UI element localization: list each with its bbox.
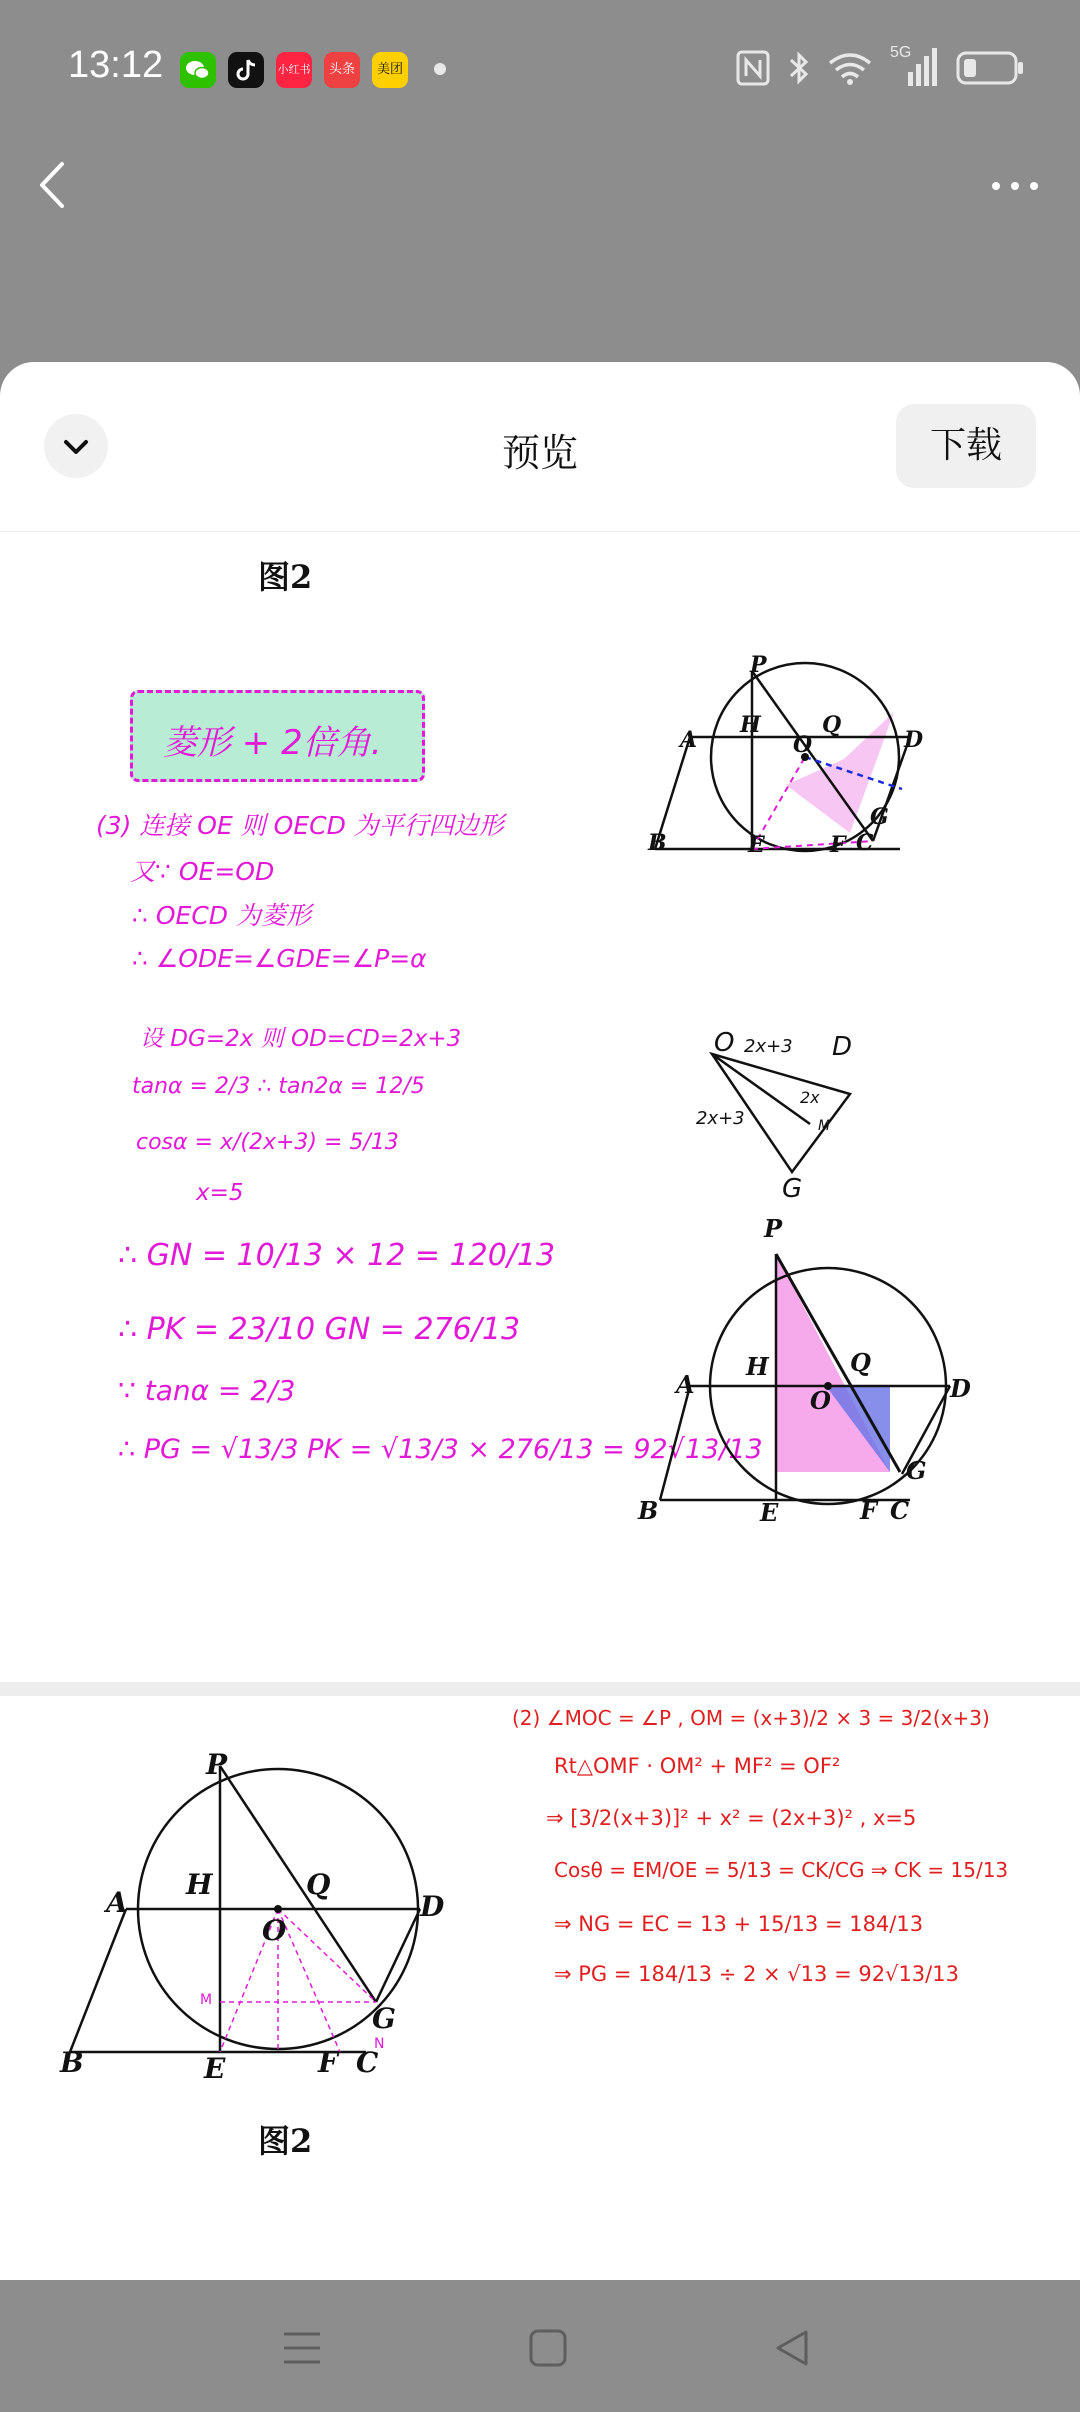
note-line: 又∵ OE=OD — [130, 857, 275, 886]
signal-indicator — [890, 44, 938, 88]
figure-label: G — [906, 1456, 927, 1485]
figure-label: D — [950, 1374, 971, 1403]
figure-label: B — [648, 830, 667, 856]
meituan-icon: 美团 — [372, 52, 408, 88]
figure-label: G — [870, 804, 889, 830]
note-line: ∴ ∠ODE=∠GDE=∠P=α — [132, 944, 427, 973]
figure-label: C — [356, 2046, 379, 2079]
wifi-icon — [828, 51, 872, 85]
figure-label: D — [420, 1890, 445, 1923]
note-line: cosα = x/(2x+3) = 5/13 — [136, 1130, 399, 1155]
figure-caption-top: 图2 — [258, 558, 313, 596]
xiaohongshu-icon: 小红书 — [276, 52, 312, 88]
nfc-icon — [736, 50, 770, 86]
figure-label: H — [746, 1352, 769, 1381]
note-line: (3) 连接 OE 则 OECD 为平行四边形 — [96, 811, 504, 840]
figure-label: H — [186, 1868, 213, 1901]
back-triangle-icon[interactable] — [772, 2328, 812, 2368]
figure-label: E — [760, 1498, 779, 1527]
note-line: 设 DG=2x 则 OD=CD=2x+3 — [140, 1026, 462, 1052]
note-line: ∴ GN = 10/13 × 12 = 120/13 — [118, 1238, 556, 1273]
figure-label: A — [676, 1370, 695, 1399]
download-button[interactable]: 下载 — [896, 404, 1036, 488]
figure-label: F — [318, 2046, 338, 2079]
system-nav-bar — [0, 2280, 1080, 2412]
geometry-figure-1 — [640, 619, 940, 889]
figure-label: D — [904, 727, 924, 753]
figure-caption: 图2 — [258, 2122, 313, 2160]
preview-sheet — [0, 362, 1080, 2280]
note-line: ∴ PK = 23/10 GN = 276/13 — [118, 1312, 521, 1347]
network-type: 5G — [890, 44, 912, 61]
triangle-label: M — [818, 1118, 831, 1134]
handwritten-banner — [130, 690, 425, 782]
document-page-1 — [0, 534, 1080, 1682]
sheet-title: 预览 — [501, 431, 578, 475]
figure-label: M — [200, 1992, 213, 2008]
status-bar — [0, 0, 1080, 140]
figure-label: Q — [850, 1348, 871, 1377]
figure-label: C — [890, 1496, 910, 1525]
figure-label: Q — [306, 1868, 331, 1901]
chevron-left-icon — [28, 150, 88, 220]
note-line: tanα = 2/3 ∴ tan2α = 12/5 — [132, 1074, 425, 1099]
note-line: (2) ∠MOC = ∠P , OM = (x+3)/2 × 3 = 3/2(x+3) — [512, 1706, 990, 1730]
triangle-label: G — [782, 1174, 803, 1204]
figure-label: E — [204, 2052, 226, 2085]
triangle-label: 2x+3 — [696, 1108, 745, 1129]
note-line: ⇒ [3/2(x+3)]² + x² = (2x+3)² , x=5 — [546, 1806, 917, 1830]
bluetooth-icon — [788, 50, 810, 86]
more-button[interactable] — [982, 160, 1052, 210]
figure-label: O — [793, 732, 813, 758]
notification-dot — [434, 63, 446, 75]
figure-label: C — [856, 830, 874, 856]
douyin-icon — [228, 52, 264, 88]
sheet-header — [0, 362, 1080, 532]
status-time: 13:12 — [68, 44, 164, 86]
triangle-label: D — [832, 1032, 853, 1062]
page-separator — [0, 1682, 1080, 1696]
toutiao-icon: 头条 — [324, 52, 360, 88]
figure-label: F — [830, 832, 846, 858]
figure-label: F — [860, 1496, 878, 1525]
figure-label: A — [680, 727, 698, 753]
note-line: Rt△OMF · OM² + MF² = OF² — [554, 1754, 841, 1778]
home-icon[interactable] — [528, 2328, 568, 2368]
note-line: ⇒ NG = EC = 13 + 15/13 = 184/13 — [554, 1912, 924, 1936]
figure-label: E — [748, 832, 765, 858]
note-line: ∵ tanα = 2/3 — [118, 1374, 296, 1407]
document-page-2 — [0, 1696, 1080, 2280]
figure-label: Q — [822, 712, 842, 738]
figure-label: O — [810, 1386, 831, 1415]
back-button[interactable] — [28, 150, 88, 220]
signal-icon — [890, 48, 938, 88]
figure-label: N — [374, 2036, 385, 2052]
note-line: x=5 — [196, 1180, 244, 1206]
more-dots-icon — [982, 160, 1052, 210]
battery-icon — [956, 50, 1024, 86]
figure-label: B — [638, 1496, 659, 1525]
figure-label: P — [750, 652, 767, 678]
triangle-label: 2x — [800, 1088, 820, 1107]
note-line: Cosθ = EM/OE = 5/13 = CK/CG ⇒ CK = 15/13 — [554, 1858, 1009, 1882]
figure-label: P — [206, 1748, 228, 1781]
note-line: ⇒ PG = 184/13 ÷ 2 × √13 = 92√13/13 — [554, 1962, 959, 1986]
figure-label: A — [106, 1886, 128, 1919]
figure-label: O — [262, 1914, 287, 1947]
wechat-icon — [180, 52, 216, 88]
triangle-label: O — [714, 1028, 735, 1058]
figure-label: P — [764, 1214, 783, 1243]
figure-label: G — [372, 2002, 396, 2035]
banner-text: 菱形 + 2倍角. — [163, 723, 382, 763]
triangle-label: 2x+3 — [744, 1036, 793, 1057]
system-icons — [736, 44, 1024, 88]
note-line: ∴ PG = √13/3 PK = √13/3 × 276/13 = 92√13/13 — [118, 1434, 763, 1465]
geometry-figure-2 — [620, 1234, 960, 1534]
figure-label: H — [740, 712, 761, 738]
figure-label: B — [60, 2046, 84, 2079]
menu-icon[interactable] — [282, 2330, 322, 2366]
note-line: ∴ OECD 为菱形 — [132, 901, 311, 930]
